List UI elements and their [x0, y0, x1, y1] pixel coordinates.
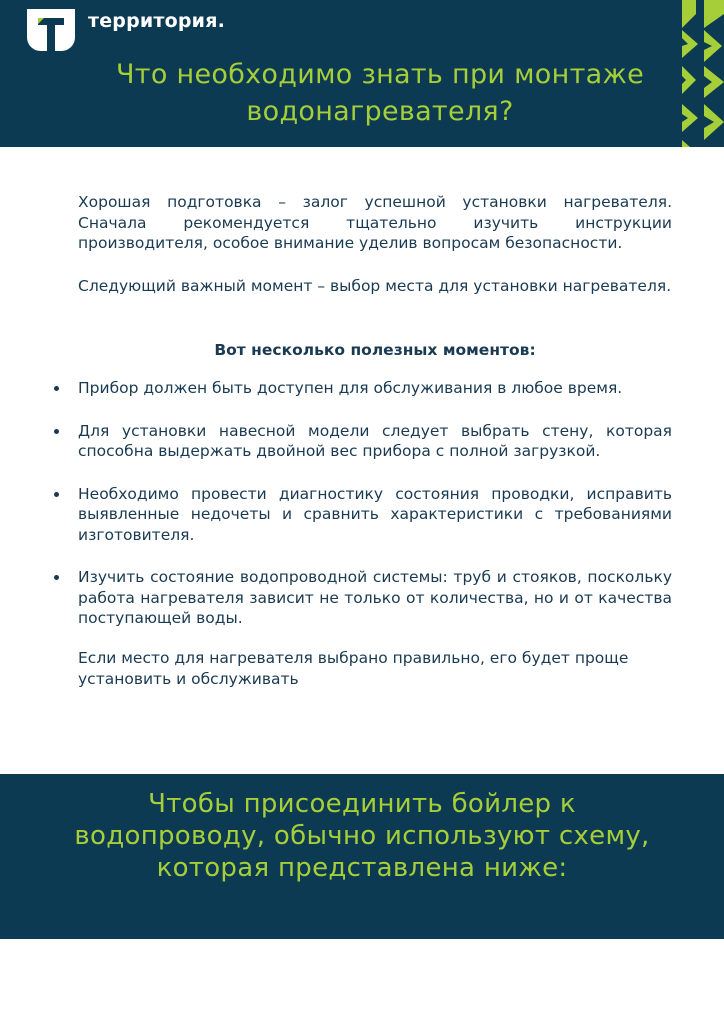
tips-list	[78, 378, 672, 629]
article-body	[78, 192, 672, 688]
list-item: Для установки навесной модели следует выбрать стену, которая способна выдержать двойной вес прибора с полной загрузкой.	[78, 421, 672, 460]
chevron-pattern-decoration	[674, 0, 724, 147]
scheme-banner	[0, 774, 724, 939]
list-item: Прибор должен быть доступен для обслуживания в любое время.	[78, 378, 672, 399]
list-item: Изучить состояние водопроводной системы: труб и стояков, поскольку работа нагревателя зависит не только от количества, но и от качества поступающей воды.	[78, 568, 672, 627]
intro-paragraph-1: Хорошая подготовка – залог успешной установки нагревателя. Сначала рекомендуется тщательно изучить инструкции производителя, особое внимание уделив вопросам безопасности.	[78, 193, 672, 252]
page-title: Что необходимо знать при монтаже водонагревателя?	[115, 59, 644, 127]
banner-text: Чтобы присоединить бойлер к водопроводу, обычно используют схему, которая представлена ниже:	[74, 789, 650, 883]
tips-subheading: Вот несколько полезных моментов:	[214, 341, 536, 359]
intro-paragraph-2: Следующий важный момент – выбор места для установки нагревателя.	[78, 276, 672, 295]
territoriya-logo-icon	[27, 9, 75, 51]
list-item: Необходимо провести диагностику состояния проводки, исправить выявленные недочеты и сравнить характеристики с требованиями изготовителя.	[78, 484, 672, 544]
header-bar	[0, 0, 724, 147]
closing-paragraph: Если место для нагревателя выбрано правильно, его будет проще установить и обслуживать	[78, 649, 629, 688]
brand-name: территория.	[88, 10, 226, 32]
